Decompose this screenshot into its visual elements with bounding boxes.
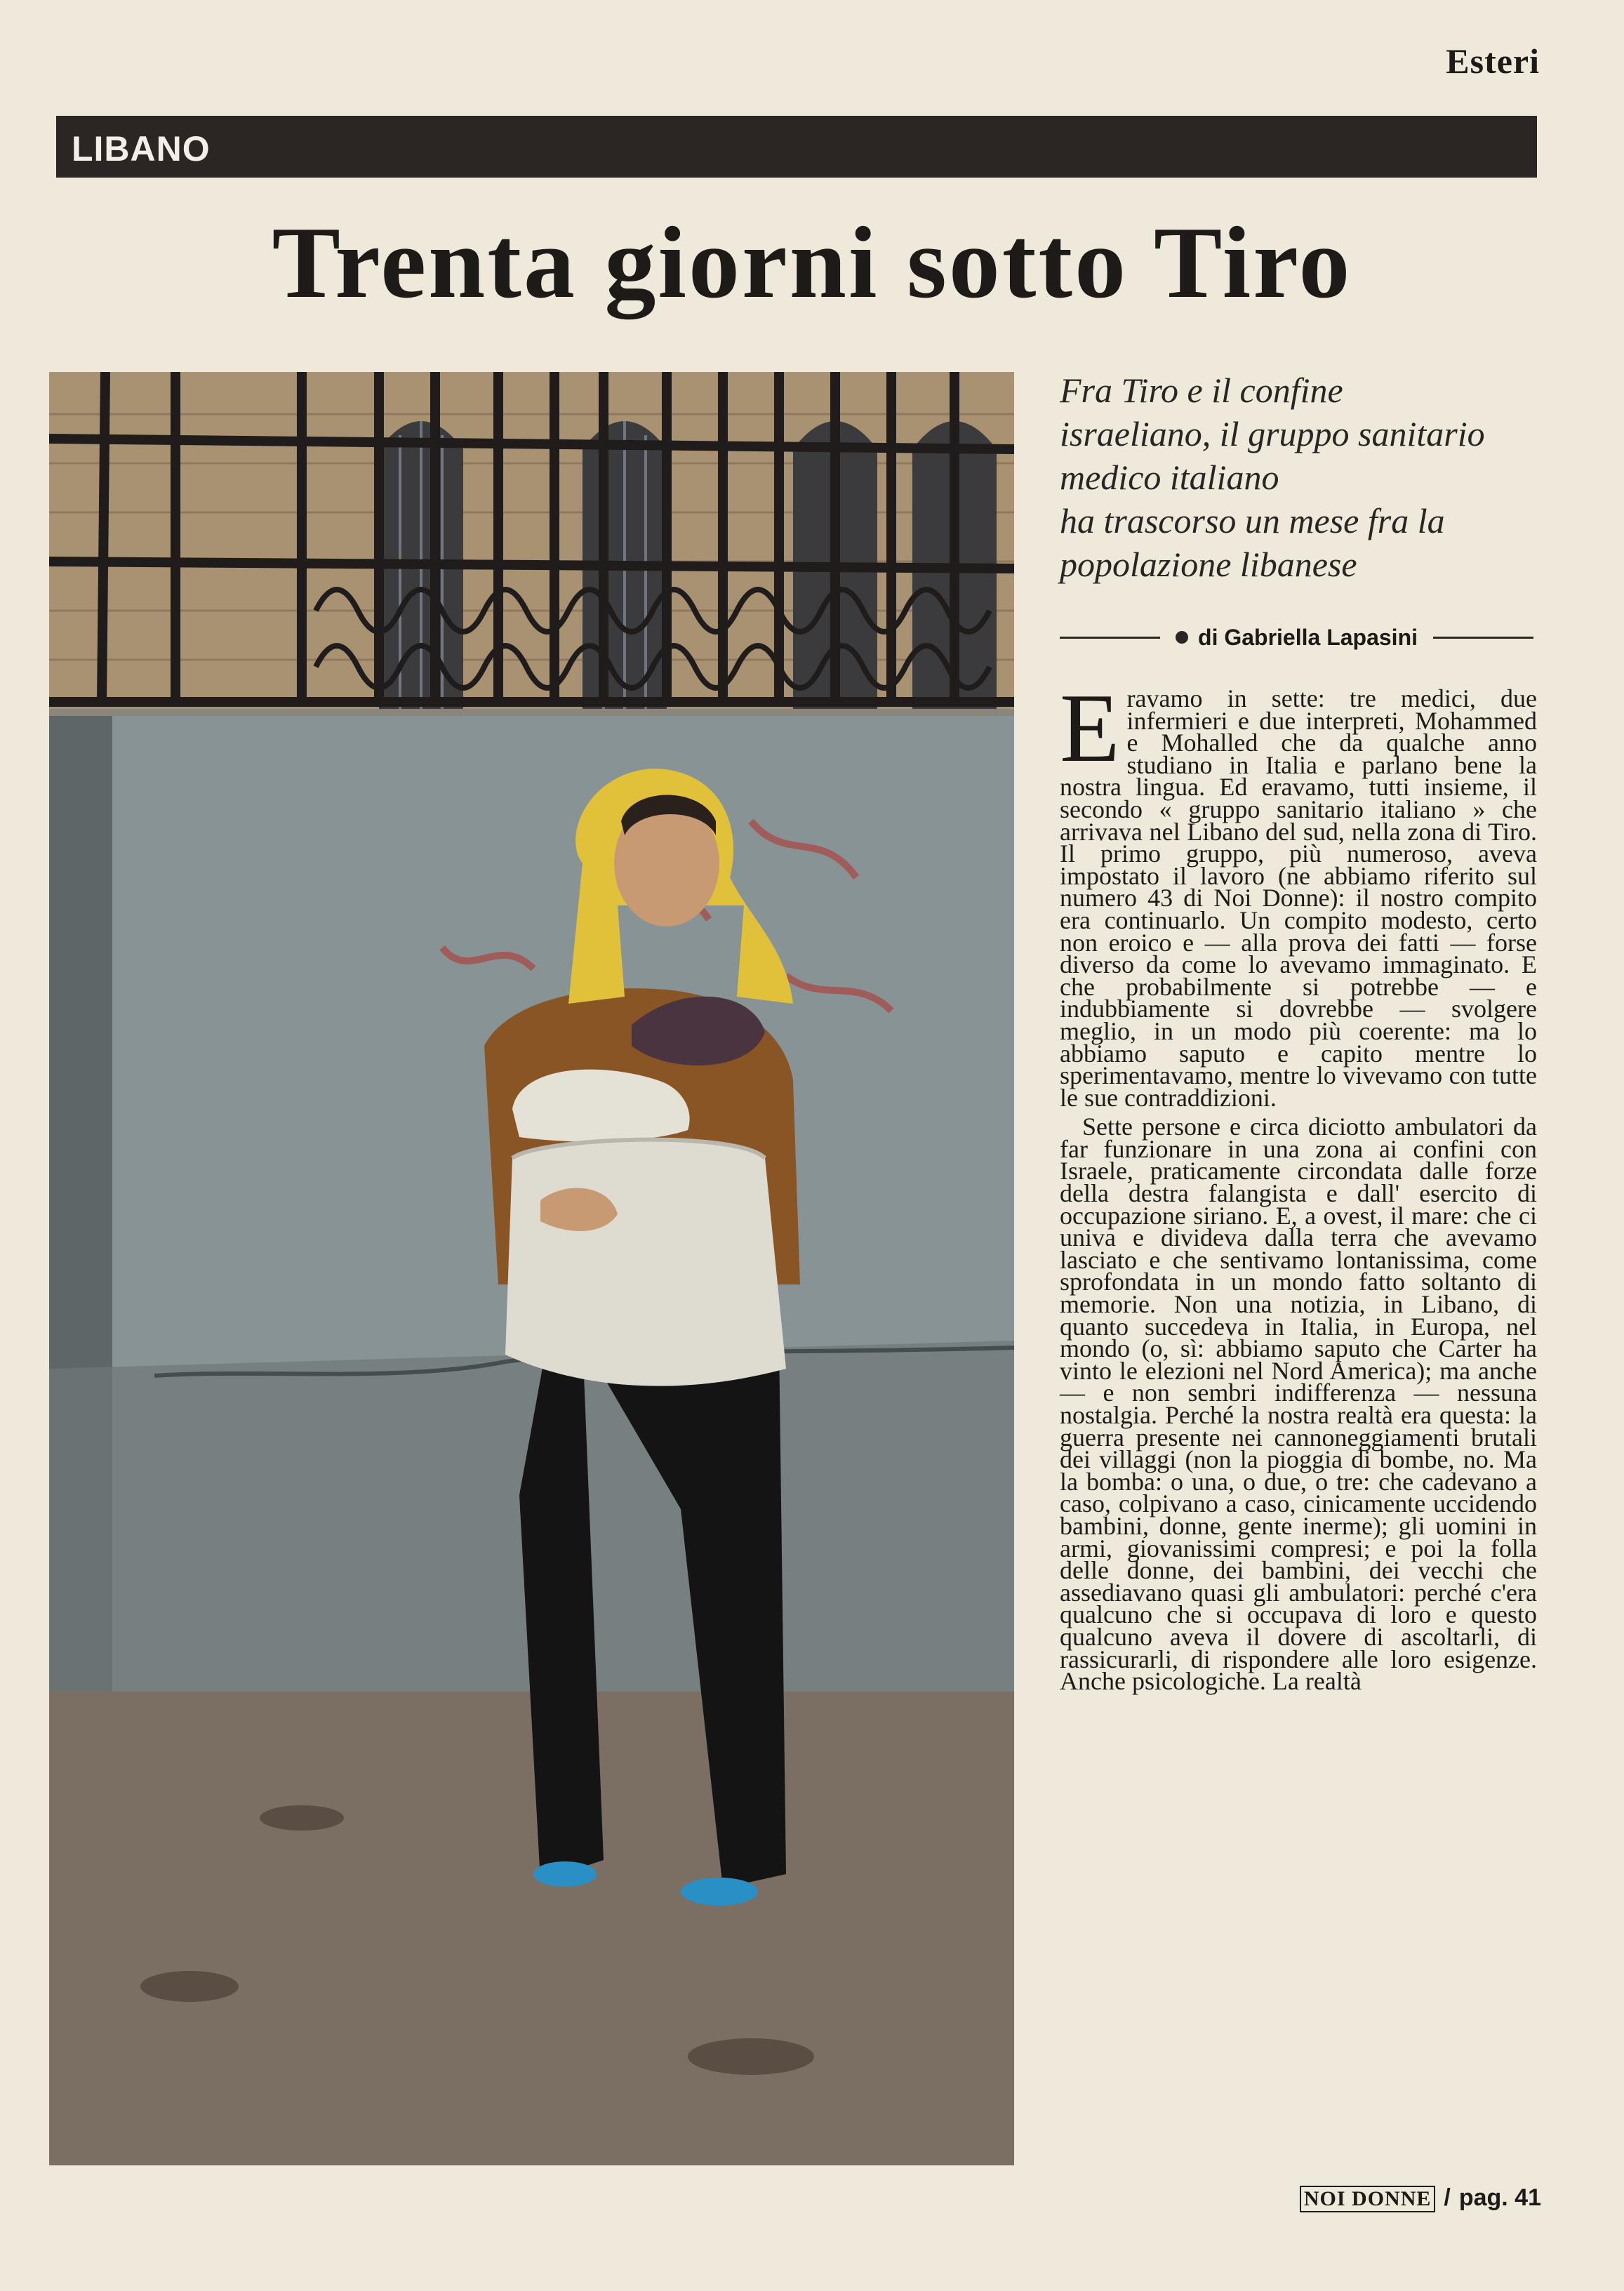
section-banner — [56, 116, 1537, 178]
banner-label: LIBANO — [72, 129, 211, 168]
intro-line: israeliano, il gruppo sanitario — [1060, 414, 1485, 453]
article-photo — [49, 372, 1014, 2165]
page-footer — [1300, 2184, 1541, 2212]
bullet-icon — [1176, 631, 1188, 644]
intro-summary — [1060, 368, 1551, 586]
page-number: pag. 41 — [1458, 2184, 1541, 2211]
byline-author: di Gabriella Lapasini — [1198, 624, 1418, 650]
magazine-logo: NOI DONNE — [1300, 2186, 1436, 2212]
byline-rule-left — [1060, 637, 1160, 639]
byline — [1060, 618, 1533, 657]
headline: Trenta giorni sotto Tiro — [272, 206, 1352, 319]
section-label: Esteri — [1446, 41, 1540, 81]
intro-line: medico italiano — [1060, 458, 1279, 497]
byline-rule-right — [1433, 637, 1533, 639]
article-paragraph — [1060, 674, 1537, 1112]
intro-line: popolazione libanese — [1060, 545, 1357, 584]
footer-separator: / — [1444, 2184, 1451, 2211]
intro-line: Fra Tiro e il confine — [1060, 371, 1343, 410]
article-paragraph: Sette persone e circa diciotto ambulatori da far funzionare in una zona ai confini con Israele, praticamente circondata dalle forze della destra falangista e dall' esercito di occupazione siriano. E, a ovest, il mare: che ci univa e divideva dalla terra che avevamo lasciato e che sentivamo lontanissima, come sprofondata in un mondo fatto soltanto di memorie. Non una notizia, in Libano, di quanto succedeva in Italia, in Europa, nel mondo (o, sì: abbiamo saputo che Carter ha vinto le elezioni nel Nord America); ma anche — e non sembri indifferenza — nessuna nostalgia. Perché la nostra realtà era questa: la guerra presente nei cannoneggiamenti brutali dei villaggi (non la pioggia di bombe, no. Ma la bomba: o una, o due, o tre: che cadevano a caso, colpivano a caso, cinicamente uccidendo bambini, donne, gente inerme); gli uomini in armi, giovanissimi compresi; e poi la folla delle donne, dei bambini, dei vecchi che assediavano quasi gli ambulatori: perché c'era qualcuno che si occupava di loro e questo qualcuno aveva il dovere di ascoltarli, di rassicurarli, di rispondere alle loro esigenze. Anche psicologiche. La realtà — [1060, 1113, 1537, 1696]
article-body — [1060, 674, 1537, 1696]
intro-line: ha trascorso un mese fra la — [1060, 501, 1445, 540]
drop-cap: E — [1060, 674, 1120, 783]
paragraph-text: ravamo in sette: tre medici, due infermieri e due interpreti, Mohammed e Mohalled che da qualche anno studiano in Italia e parlano bene la nostra lingua. Ed eravamo, tutti insieme, il secondo « gruppo sanitario italiano » che arrivava nel Libano del sud, nella zona di Tiro. Il primo gruppo, più numeroso, aveva impostato il lavoro (ne abbiamo riferito sul numero 43 di Noi Donne): il nostro compito era continuarlo. Un compito modesto, certo non eroico e — alla prova dei fatti — forse diverso da come lo avevamo immaginato. E che probabilmente si potrebbe — e indubbiamente si dovrebbe — svolgere meglio, in un modo più coerente: ma lo abbiamo saputo e capito mentre lo sperimentavamo, mentre lo vivevamo con tutte le sue contraddizioni. — [1060, 684, 1537, 1112]
